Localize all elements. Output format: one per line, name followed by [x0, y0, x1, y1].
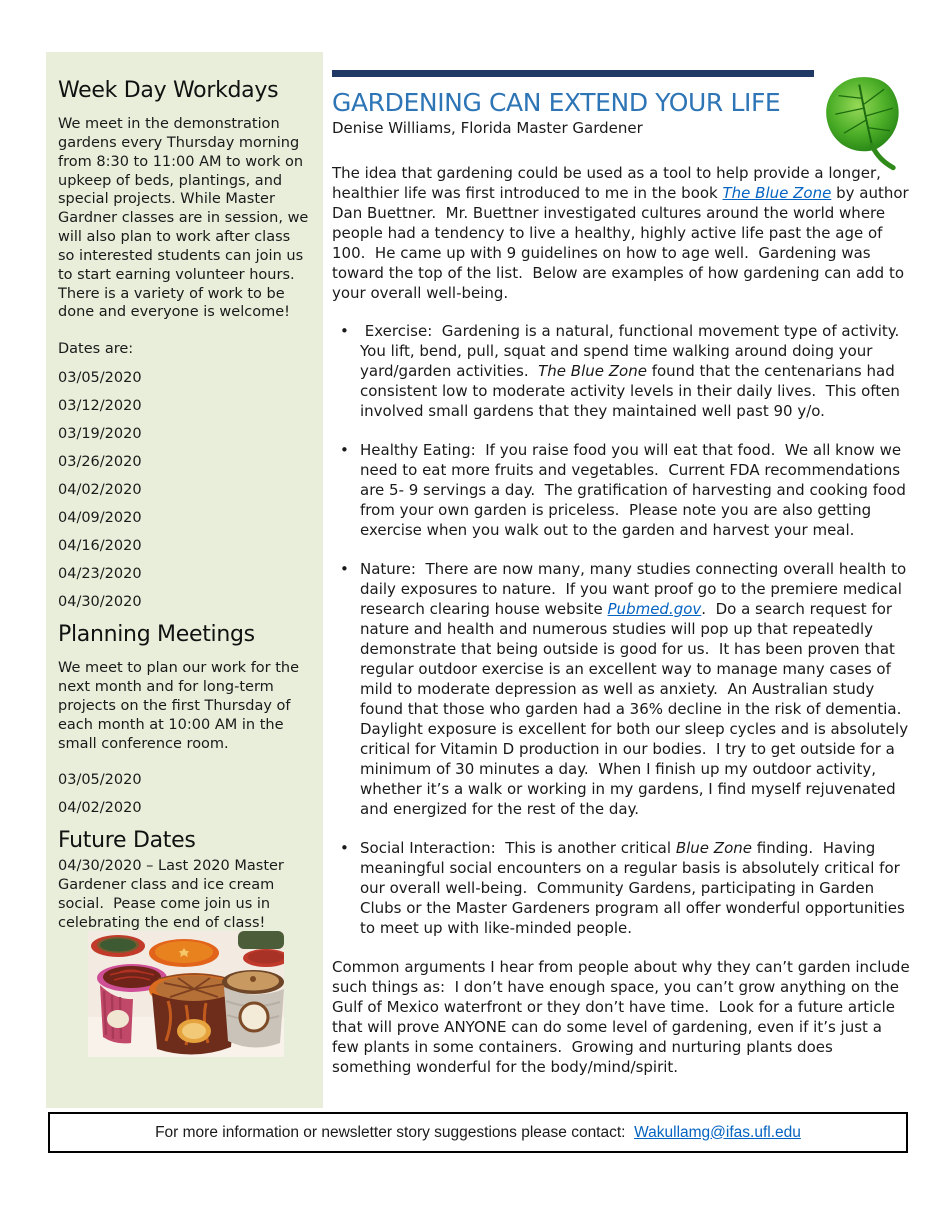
list-item: 04/23/2020: [58, 566, 142, 583]
sidebar: [46, 52, 323, 1108]
sidebar-heading-future: Future Dates: [58, 828, 196, 854]
blue-zone-link[interactable]: The Blue Zone: [722, 184, 832, 202]
list-item-healthy-eating: [332, 440, 910, 540]
list-item-nature: [332, 559, 913, 819]
page-title: GARDENING CAN EXTEND YOUR LIFE: [332, 88, 781, 117]
planning-dates-list: [58, 771, 309, 818]
bullet-text: Social Interaction: This is another critical: [360, 839, 676, 857]
bullet-text: Exercise: Gardening is a natural, functional movement type of activity. You lift, bend, pull, squat and spend time walking around doing your yard/garden activities.: [360, 322, 909, 380]
intro-text-pre: The idea that gardening could be used as a tool to help provide a longer, healthier life was first introduced to me in the book: [332, 164, 886, 202]
list-item-social-interaction: [332, 838, 910, 938]
bullet-text: Healthy Eating: If you raise food you will eat that food. We all know we need to eat more fruits and vegetables. Current FDA recommendations are 5- 9 servings a day. The gratification of harvesting and cooking food from your own garden is priceless. Please note you are also getting exercise when you walk out to the garden and harvest your meal.: [360, 441, 911, 539]
list-item: 03/05/2020: [58, 772, 142, 789]
bullet-text: . Do a search request for nature and health and numerous studies will pop up that repeatedly demonstrate that being outside is good for us. It has been proven that regular outdoor exercise is an excellent way to manage many cases of mild to moderate depression as well as anxiety. An Australian study found that those who garden had a 36% decline in the risk of dementia. Daylight exposure is excellent for both our sleep cycles and is absolutely critical for Vitamin D production in our bodies. I try to get outside for a minimum of 30 minutes a day. When I finish up my outdoor activity, whether it’s a walk or working in my gardens, I find myself rejuvenated and energized for the rest of the day.: [360, 600, 913, 818]
list-item: 03/12/2020: [58, 398, 142, 415]
ice-cream-photo: [88, 931, 284, 1057]
list-item-exercise: [332, 321, 910, 421]
leaf-icon: [822, 74, 910, 172]
blue-zone-italic: The Blue Zone: [538, 362, 647, 380]
footer-contact-bar: [48, 1112, 908, 1153]
header-accent-bar: [332, 70, 814, 77]
intro-paragraph: [332, 163, 914, 303]
contact-email-link[interactable]: Wakullamg@ifas.ufl.edu: [634, 1123, 801, 1141]
dates-label: Dates are:: [58, 341, 134, 358]
bullet-text: Nature: There are now many, many studies connecting overall health to daily exposures to nature. If you want proof go to the premiere medical research clearing house website: [360, 560, 911, 618]
footer-text: For more information or newsletter story suggestions please contact:: [155, 1123, 635, 1141]
ice-cream-pints-illustration: [88, 931, 284, 1057]
list-item: 03/19/2020: [58, 426, 142, 443]
list-item: 04/16/2020: [58, 538, 142, 555]
workday-dates-list: [58, 369, 309, 612]
benefits-list: [332, 321, 913, 938]
future-body: 04/30/2020 – Last 2020 Master Gardener class and ice cream social. Pease come join us in celebrating the end of class!: [58, 858, 289, 931]
sidebar-heading-planning: Planning Meetings: [58, 622, 255, 648]
list-item: 04/09/2020: [58, 510, 142, 527]
pubmed-link[interactable]: Pubmed.gov: [607, 600, 702, 618]
sidebar-heading-workdays: Week Day Workdays: [58, 78, 279, 103]
blue-zone-italic: Blue Zone: [675, 839, 752, 857]
closing-paragraph: Common arguments I hear from people about why they can’t garden include such things as: I don’t have enough space, you can’t grow anything on the Gulf of Mexico waterfront or they don’t have time. Look for a future article that will prove ANYONE can do some level of gardening, even if it’s just a few plants in some containers. Growing and nurturing plants does something wonderful for the body/mind/spirit.: [332, 958, 915, 1076]
planning-body: We meet to plan our work for the next month and for long-term projects on the first Thursday of each month at 10:00 AM in the small conference room.: [58, 660, 304, 752]
article-byline: Denise Williams, Florida Master Gardener: [332, 119, 643, 137]
article-main: [332, 70, 915, 1077]
intro-text-post: by author Dan Buettner. Mr. Buettner investigated cultures around the world where people had a tendency to live a healthy, highly active life past the age of 100. He came up with 9 guidelines on how to age well. Gardening was toward the top of the list. Below are examples of how gardening can add to your overall well-being.: [332, 184, 914, 302]
bullet-text: found that the centenarians had consistent low to moderate activity levels in their daily lives. This often involved small gardens that they maintained well past 90 y/o.: [360, 362, 905, 420]
workdays-body: We meet in the demonstration gardens every Thursday morning from 8:30 to 11:00 AM to work on upkeep of beds, plantings, and special projects. While Master Gardner classes are in session, we will also plan to work after class so interested students can join us to start earning volunteer hours. There is a variety of work to be done and everyone is welcome!: [58, 116, 313, 321]
bullet-text: finding. Having meaningful social encounters on a regular basis is absolutely critical for our overall well-being. Community Gardens, participating in Garden Clubs or the Master Gardeners program all offer wonderful opportunities to meet up with like-minded people.: [360, 839, 910, 937]
list-item: 03/05/2020: [58, 370, 142, 387]
list-item: 04/02/2020: [58, 482, 142, 499]
leaf-illustration: [822, 74, 910, 172]
list-item: 03/26/2020: [58, 454, 142, 471]
list-item: 04/30/2020: [58, 594, 142, 611]
list-item: 04/02/2020: [58, 800, 142, 817]
